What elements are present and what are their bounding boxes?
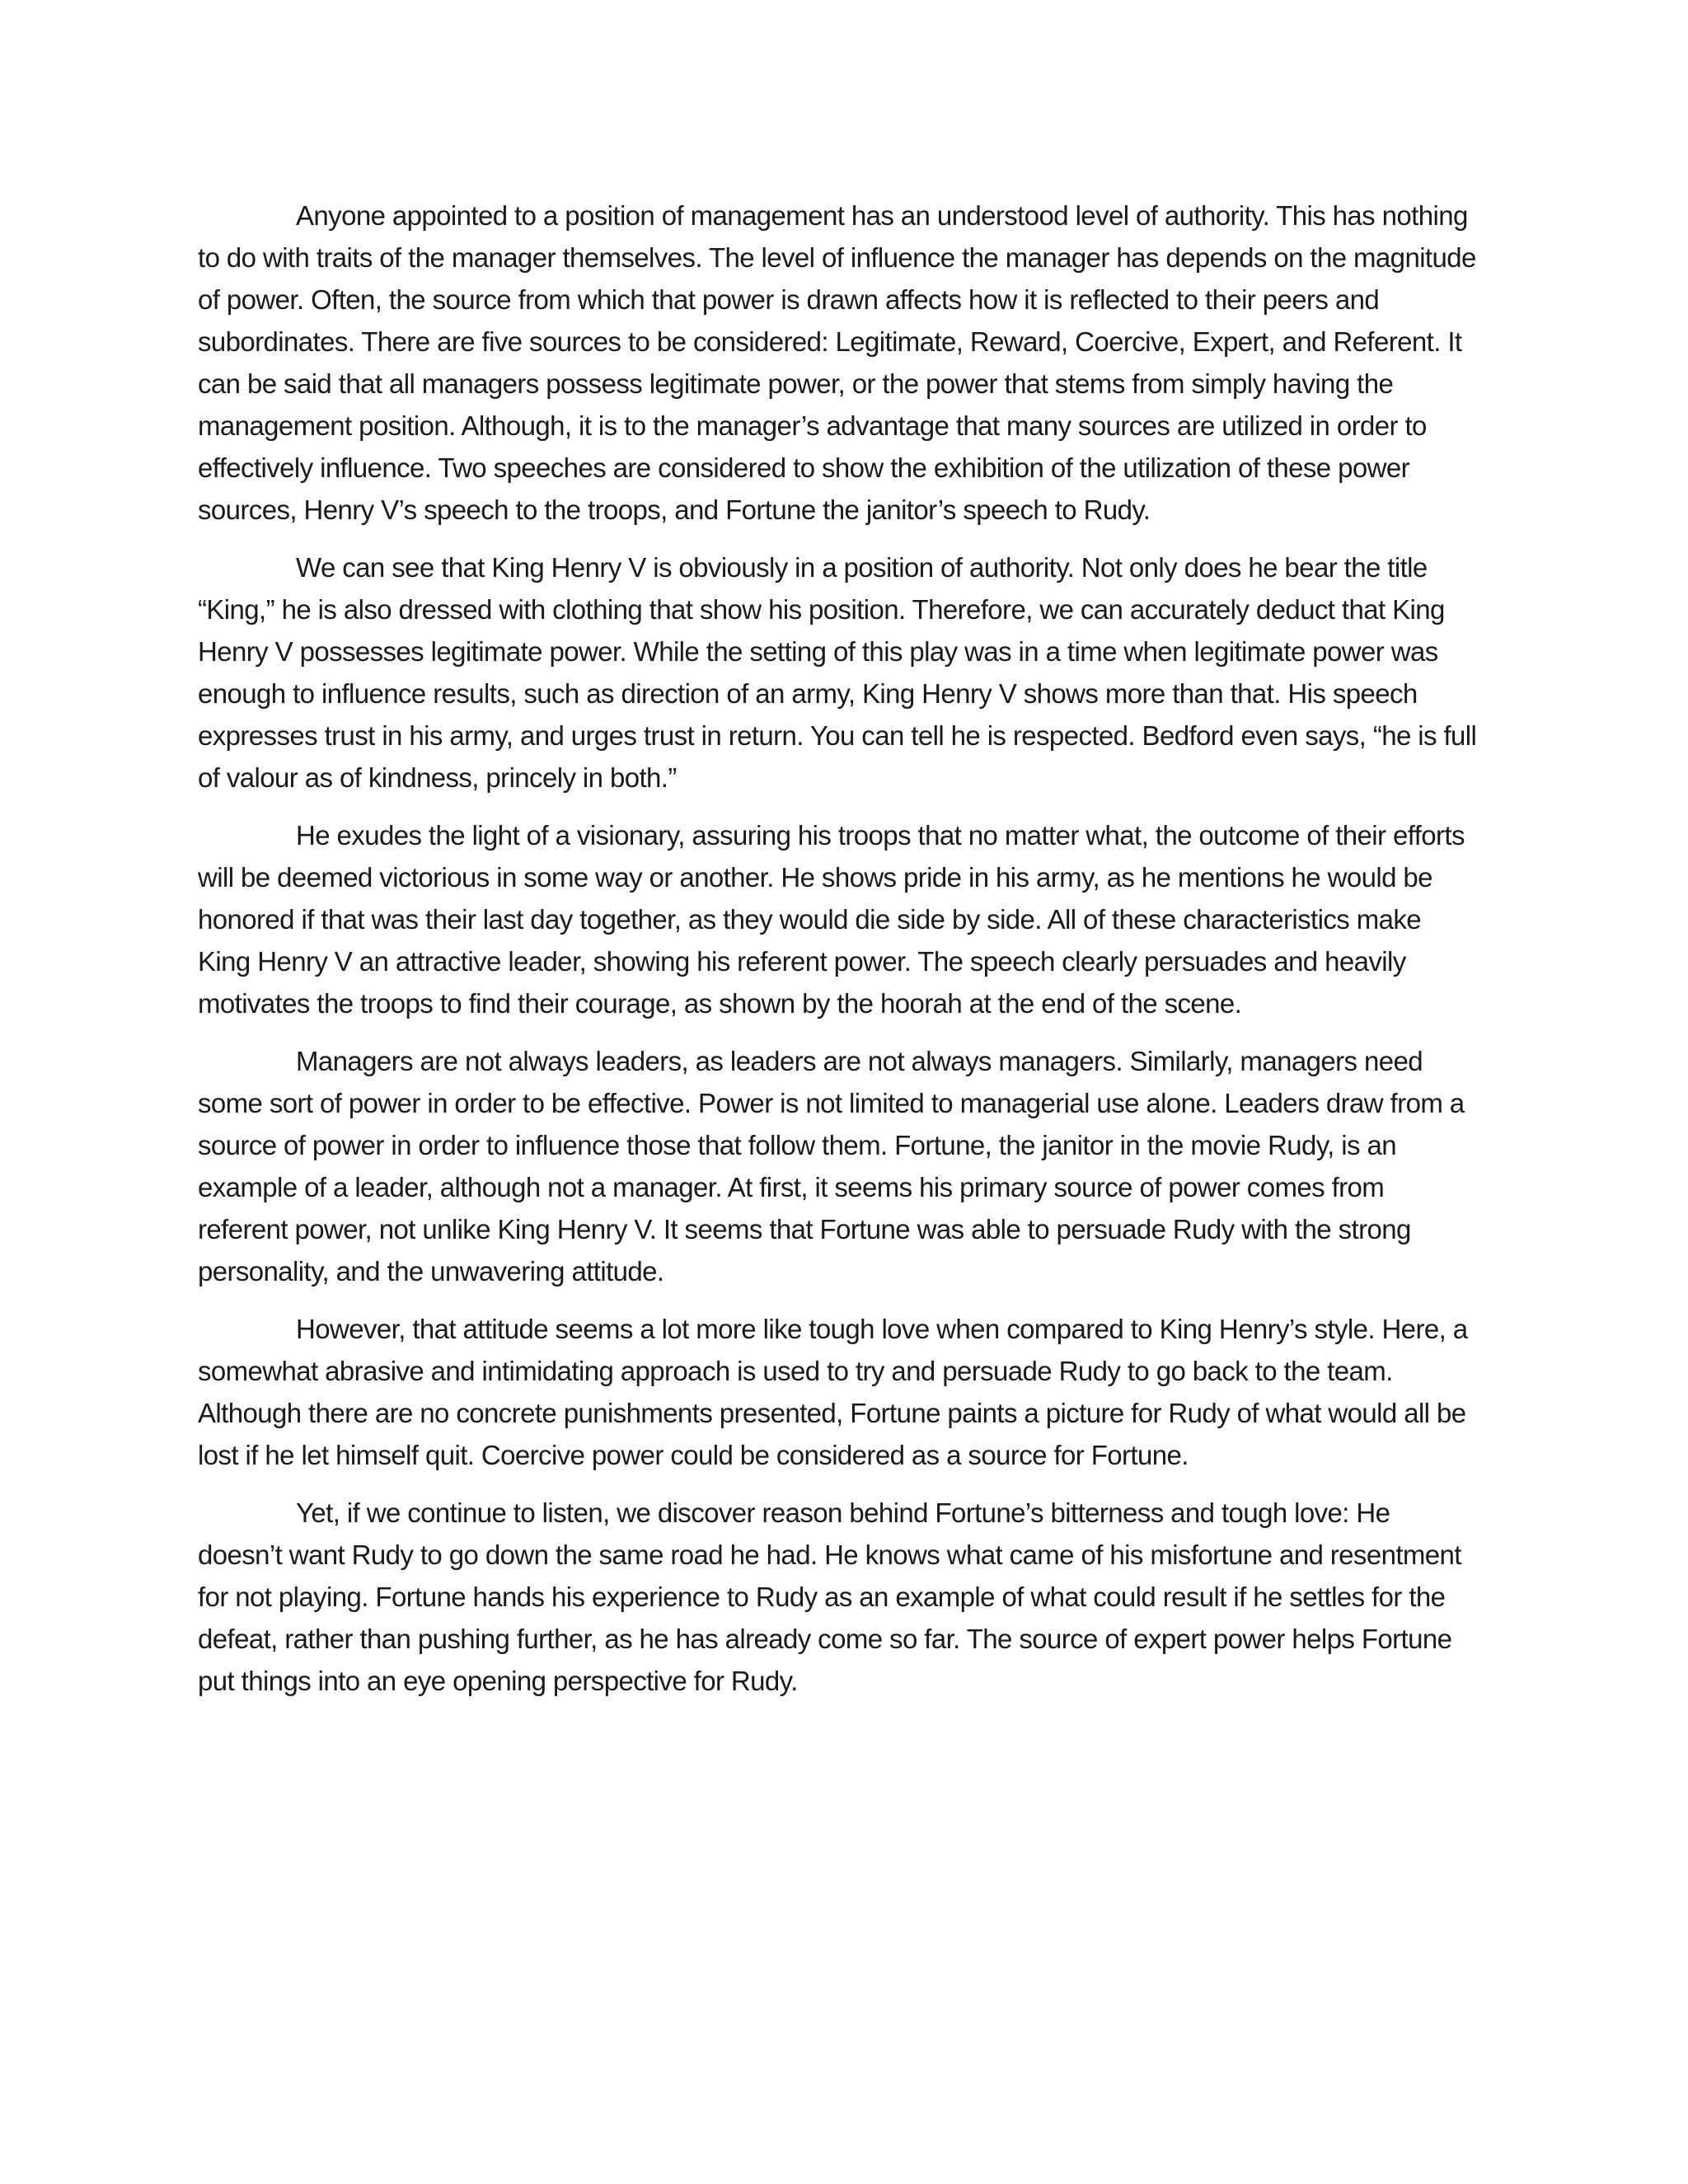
document-body xyxy=(198,194,1477,1718)
paragraph-4: Managers are not always leaders, as leaders are not always managers. Similarly, managers need some sort of power in order to be effective. Power is not limited to managerial use alone. Leaders draw from a source of power in order to influence those that follow them. Fortune, the janitor in the movie Rudy, is an example of a leader, although not a manager. At first, it seems his primary source of power comes from referent power, not unlike King Henry V. It seems that Fortune was able to persuade Rudy with the strong personality, and the unwavering attitude. xyxy=(198,1046,1465,1286)
paragraph-2: We can see that King Henry V is obviously in a position of authority. Not only does he bear the title “King,” he is also dressed with clothing that show his position. Therefore, we can accurately deduct that King Henry V possesses legitimate power. While the setting of this play was in a time when legitimate power was enough to influence results, such as direction of an army, King Henry V shows more than that. His speech expresses trust in his army, and urges trust in return. You can tell he is respected. Bedford even says, “he is full of valour as of kindness, princely in both.” xyxy=(198,552,1477,793)
paragraph-5: However, that attitude seems a lot more like tough love when compared to King Henry’s style. Here, a somewhat abrasive and intimidating approach is used to try and persuade Rudy to go back to the team. Although there are no concrete punishments presented, Fortune paints a picture for Rudy of what would all be lost if he let himself quit. Coercive power could be considered as a source for Fortune. xyxy=(198,1314,1468,1470)
paragraph-6: Yet, if we continue to listen, we discover reason behind Fortune’s bitterness and tough love: He doesn’t want Rudy to go down the same road he had. He knows what came of his misfortune and resentment for not playing. Fortune hands his experience to Rudy as an example of what could result if he settles for the defeat, rather than pushing further, as he has already come so far. The source of expert power helps Fortune put things into an eye opening perspective for Rudy. xyxy=(198,1497,1461,1696)
paragraph-3: He exudes the light of a visionary, assuring his troops that no matter what, the outcome of their efforts will be deemed victorious in some way or another. He shows pride in his army, as he mentions he would be honored if that was their last day together, as they would die side by side. All of these characteristics make King Henry V an attractive leader, showing his referent power. The speech clearly persuades and heavily motivates the troops to find their courage, as shown by the hoorah at the end of the scene. xyxy=(198,820,1465,1019)
paragraph-1: Anyone appointed to a position of management has an understood level of authority. This has nothing to do with traits of the manager themselves. The level of influence the manager has depends on the magnitude of power. Often, the source from which that power is drawn affects how it is reflected to their peers and subordinates. There are five sources to be considered: Legitimate, Reward, Coercive, Expert, and Referent. It can be said that all managers possess legitimate power, or the power that stems from simply having the management position. Although, it is to the manager’s advantage that many sources are utilized in order to effectively influence. Two speeches are considered to show the exhibition of the utilization of these power sources, Henry V’s speech to the troops, and Fortune the janitor’s speech to Rudy. xyxy=(198,200,1476,525)
